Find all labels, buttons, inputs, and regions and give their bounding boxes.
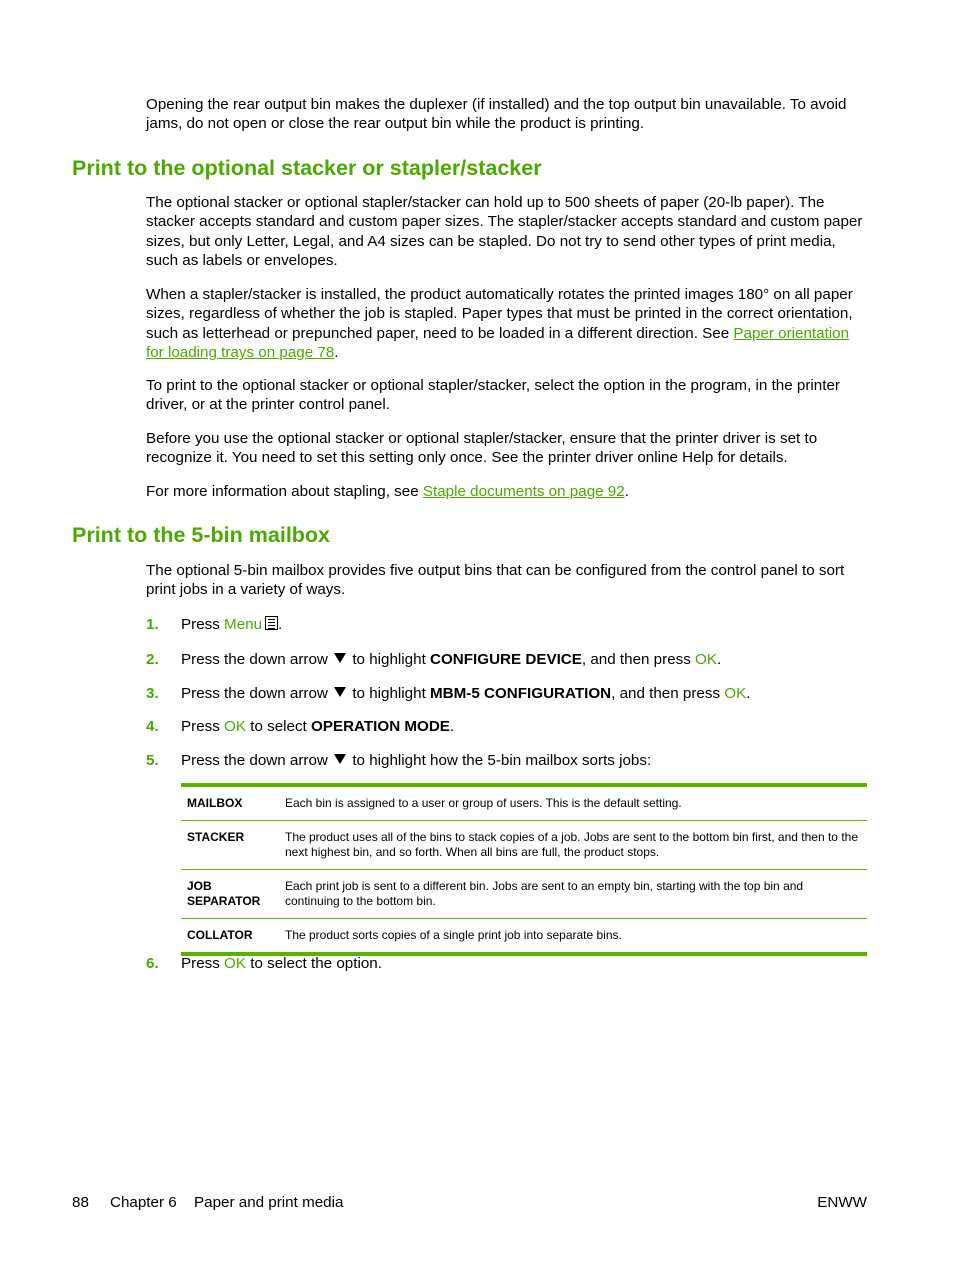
option-term: STACKER (181, 820, 279, 869)
step-number: 4. (146, 718, 159, 735)
stacker-paragraph-4: Before you use the optional stacker or optional stapler/stacker, ensure that the printer driver is set to recognize it. You need to set this setting only once. See the printer driver online Help for details. (146, 430, 818, 467)
menu-name: CONFIGURE DEVICE (430, 651, 582, 668)
paper-orientation-link[interactable]: Paper orientation for loading trays on page 78 (146, 324, 850, 362)
intro-paragraph: Opening the rear output bin makes the duplexer (if installed) and the top output bin unavailable. To avoid jams, do not open or close the rear output bin while the product is printing. (146, 96, 847, 133)
mailbox-paragraph-1: The optional 5-bin mailbox provides five output bins that can be configured from the control panel to sort print jobs in a variety of ways. (146, 562, 845, 599)
down-arrow-icon (334, 754, 346, 764)
down-arrow-icon (334, 687, 346, 697)
step-text-pre: Press the down arrow (181, 685, 333, 702)
table-row (181, 820, 867, 869)
down-arrow-icon (334, 653, 346, 663)
step-text-after: , and then press (611, 685, 725, 702)
step-text-mid: to highlight (348, 651, 431, 668)
step-number: 6. (146, 955, 159, 972)
menu-name: OPERATION MODE (311, 718, 450, 735)
step-text-post: . (278, 616, 283, 633)
step-text-mid: to highlight how the 5-bin mailbox sorts jobs: (348, 752, 652, 769)
step-text (181, 717, 871, 736)
step-text-pre: Press (181, 955, 225, 972)
option-term: JOB SEPARATOR (181, 869, 279, 918)
step-text-pre: Press the down arrow (181, 651, 333, 668)
table-row (181, 918, 867, 953)
ok-key: OK (724, 685, 747, 702)
staple-documents-link[interactable]: Staple documents on page 92 (422, 483, 625, 500)
step-text-pre: Press (181, 616, 225, 633)
step-number: 2. (146, 651, 159, 668)
stacker-paragraph-5 (146, 482, 870, 501)
step-number: 1. (146, 616, 159, 633)
step-text-post: . (449, 718, 455, 735)
step-text-pre: Press (181, 718, 225, 735)
step-number: 3. (146, 685, 159, 702)
option-description: Each print job is sent to a different bin. Jobs are sent to an empty bin, starting with the top bin and continuing to the bottom bin. (279, 869, 867, 918)
ok-key: OK (224, 955, 246, 972)
step-text-after: , and then press (581, 651, 696, 668)
stacker-paragraph-2-text: When a stapler/stacker is installed, the product automatically rotates the printed images 180° on all paper sizes, regardless of whether the job is stapled. Paper types that must be printed in the correct orientation, such as letterhead or prepunched paper, need to be loaded in a different direction. See (146, 286, 853, 342)
option-description: The product uses all of the bins to stack copies of a job. Jobs are sent to the bottom bin first, and then to the next highest bin, and so forth. When all bins are full, the product stops. (279, 820, 867, 869)
section-heading-stacker: Print to the optional stacker or stapler/stacker (72, 156, 542, 180)
stacker-paragraph-5-text: For more information about stapling, see (146, 483, 423, 500)
step-text (181, 650, 871, 669)
ok-key: OK (224, 718, 246, 735)
menu-icon (265, 616, 278, 630)
table-row (181, 869, 867, 918)
step-text-mid: to highlight (348, 685, 431, 702)
step-text (181, 684, 871, 703)
step-number: 5. (146, 752, 159, 769)
option-term: MAILBOX (181, 785, 279, 820)
option-description: Each bin is assigned to a user or group of users. This is the default setting. (279, 785, 867, 820)
footer-chapter-title: Paper and print media (194, 1194, 344, 1211)
menu-key: Menu (224, 616, 263, 633)
step-text-pre: Press the down arrow (181, 752, 333, 769)
stacker-paragraph-5-end: . (624, 483, 629, 500)
stacker-paragraph-1: The optional stacker or optional stapler/stacker can hold up to 500 sheets of paper (20-lb paper). The stacker accepts standard and custom paper sizes. The stapler/stacker accepts standard and custom paper sizes, but only Letter, Legal, and A4 sizes can be stapled. Do not try to send other types of print media, such as labels or envelopes. (146, 194, 863, 270)
step-text (181, 615, 871, 634)
ok-key: OK (695, 651, 717, 668)
page-number: 88 (72, 1194, 89, 1211)
option-term: COLLATOR (187, 927, 253, 942)
footer-right-label: ENWW (817, 1194, 867, 1211)
option-description: The product sorts copies of a single print job into separate bins. (285, 927, 622, 942)
step-text (181, 751, 871, 770)
stacker-paragraph-2-end: . (334, 344, 339, 362)
step-text (181, 954, 871, 973)
step-text-post: . (746, 685, 751, 702)
step-text-mid: to select (246, 718, 311, 735)
stacker-paragraph-2 (146, 285, 870, 363)
table-row (181, 785, 867, 820)
footer-chapter: Chapter 6 (110, 1194, 177, 1211)
step-text-post: . (717, 651, 722, 668)
stacker-paragraph-3: To print to the optional stacker or optional stapler/stacker, select the option in the program, in the printer driver, or at the printer control panel. (146, 377, 840, 414)
menu-name: MBM-5 CONFIGURATION (430, 685, 612, 702)
step-text-mid: to select the option. (246, 955, 382, 972)
operation-mode-table (181, 783, 867, 956)
section-heading-mailbox: Print to the 5-bin mailbox (72, 523, 331, 547)
